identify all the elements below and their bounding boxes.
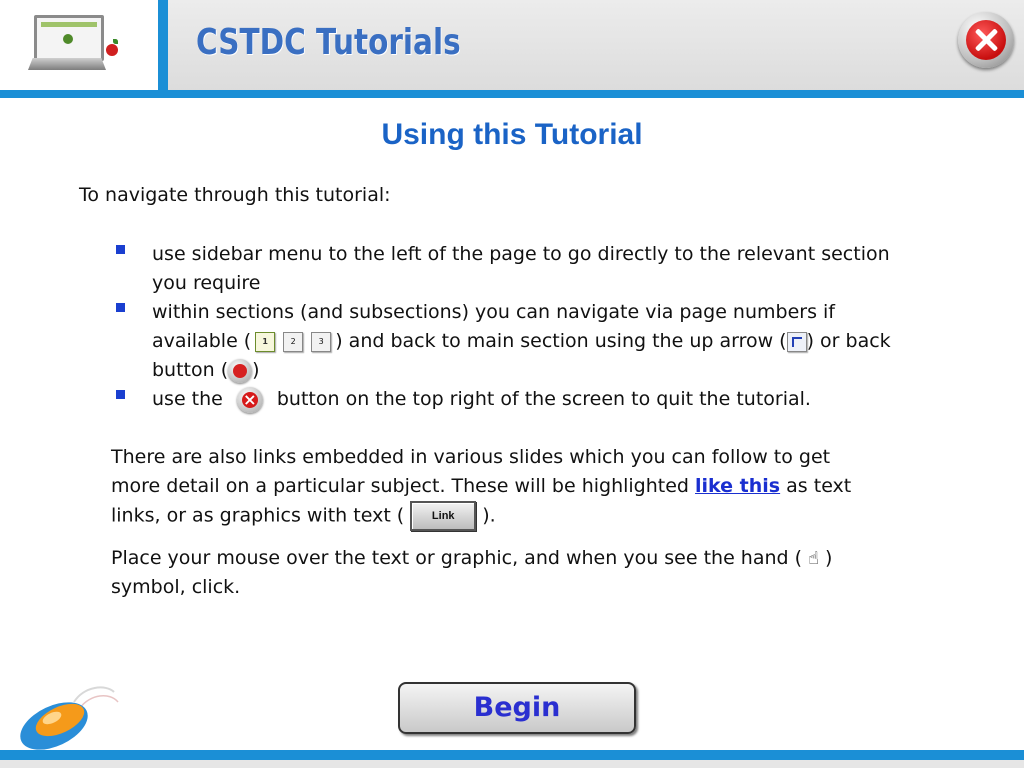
bullet-text: use the <box>152 388 223 410</box>
list-item <box>112 385 912 414</box>
paragraph-text: ). <box>482 504 496 527</box>
computer-mouse-icon <box>14 680 124 750</box>
logo-panel <box>0 0 158 90</box>
bullet-text: use sidebar menu to the left of the page to go directly to the relevant section you require <box>152 243 890 294</box>
intro-text: To navigate through this tutorial: <box>79 184 391 206</box>
footer-strip <box>0 760 1024 768</box>
links-paragraph <box>111 443 881 531</box>
list-item <box>112 298 912 385</box>
page-number-1-icon: 1 <box>255 332 275 352</box>
paragraph-text: ) symbol, click. <box>111 547 833 598</box>
list-item <box>112 240 912 298</box>
paragraph-text: Place your mouse over the text or graphic, and when you see the hand ( <box>111 547 803 569</box>
bullet-text: ) <box>252 359 260 381</box>
bullet-square-icon <box>116 303 125 312</box>
laptop-icon <box>34 15 104 61</box>
back-button-icon <box>228 359 252 383</box>
page-number-3-icon: 3 <box>311 332 331 352</box>
close-icon <box>237 387 263 413</box>
example-text-link[interactable]: like this <box>695 475 781 497</box>
page-number-2-icon: 2 <box>283 332 303 352</box>
bullet-text: within sections (and subsections) you can navigate via page numbers if available ( <box>152 301 835 352</box>
apple-leaf-icon <box>113 39 118 44</box>
page-title: Using this Tutorial <box>381 118 643 151</box>
begin-button[interactable]: Begin <box>398 682 636 734</box>
paragraph-text: There are also links embedded in various slides which you can follow to get more detail on a particular subject. These will be highlighted <box>111 446 831 497</box>
close-icon <box>966 20 1006 60</box>
header-divider <box>158 0 168 94</box>
header-underline <box>0 90 1024 98</box>
bullet-square-icon <box>116 390 125 399</box>
paragraph-text: as text links, or as graphics with text ( <box>111 475 852 527</box>
bullet-text: button on the top right of the screen to quit the tutorial. <box>276 388 811 410</box>
brand-title: CSTDC Tutorials <box>196 22 461 63</box>
footer-line <box>0 750 1024 760</box>
hand-paragraph <box>111 544 881 602</box>
apple-icon <box>106 44 118 56</box>
up-arrow-icon <box>787 332 807 352</box>
bullet-text: ) and back to main section using the up arrow ( <box>335 330 787 352</box>
hand-pointer-icon: ☝ <box>808 548 820 569</box>
laptop-base-icon <box>28 58 106 70</box>
example-link-graphic-button[interactable]: Link <box>410 501 476 531</box>
bullet-square-icon <box>116 245 125 254</box>
instruction-list <box>112 240 912 414</box>
bullet-text: ) or back button ( <box>152 330 891 381</box>
close-tutorial-button[interactable] <box>958 12 1014 68</box>
